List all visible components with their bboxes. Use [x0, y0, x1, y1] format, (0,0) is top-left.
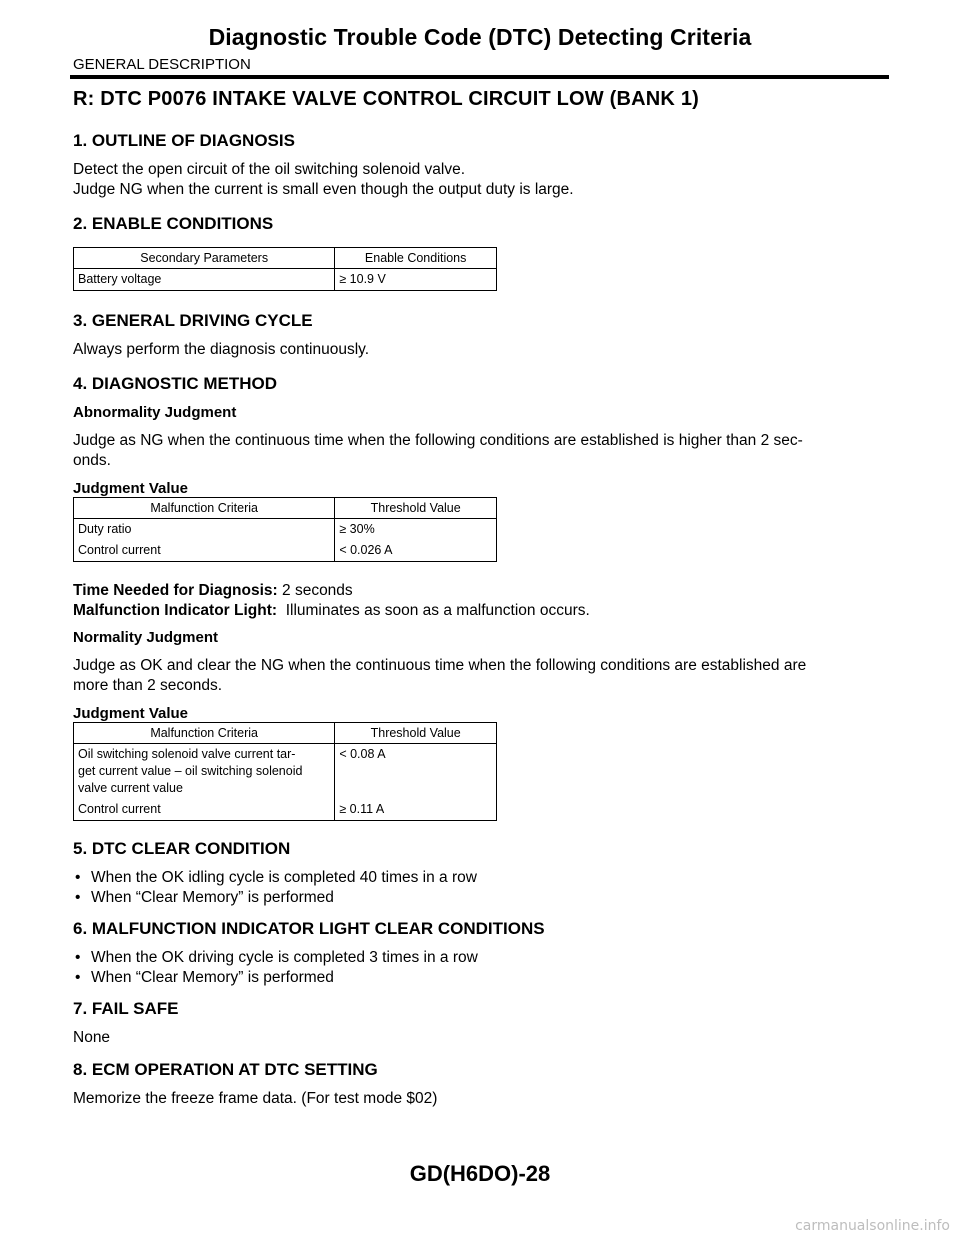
table-cell: < 0.08 A	[335, 744, 497, 800]
table-header: Threshold Value	[335, 723, 497, 744]
table-cell: ≥ 10.9 V	[335, 269, 497, 291]
cell-line: Oil switching solenoid valve current tar-	[78, 747, 296, 761]
table-cell: Control current	[74, 540, 335, 562]
mil-value: Illuminates as soon as a malfunction occurs.	[285, 602, 590, 619]
table-cell: Duty ratio	[74, 519, 335, 541]
table-header: Threshold Value	[335, 498, 497, 519]
mil-label: Malfunction Indicator Light:	[73, 602, 278, 619]
ecm-operation-text: Memorize the freeze frame data. (For test mode $02)	[73, 1090, 438, 1107]
time-needed-line	[73, 581, 888, 601]
abnormality-text-line-1: Judge as NG when the continuous time when the following conditions are established is higher than 2 sec-	[73, 432, 803, 449]
page-subtitle: GENERAL DESCRIPTION	[73, 56, 251, 73]
judgment-value-label: Judgment Value	[73, 480, 189, 497]
normality-text-line-2: more than 2 seconds.	[73, 677, 223, 694]
table-cell: ≥ 0.11 A	[335, 799, 497, 821]
abnormality-text-line-2: onds.	[73, 452, 111, 469]
fail-safe-text: None	[73, 1029, 111, 1046]
table-cell	[74, 744, 335, 800]
abnormality-judgment-table	[73, 497, 497, 562]
cell-line: get current value – oil switching solenoid	[78, 764, 303, 778]
driving-cycle-heading: 3. GENERAL DRIVING CYCLE	[73, 311, 313, 330]
page-title: Diagnostic Trouble Code (DTC) Detecting Criteria	[208, 24, 752, 50]
cell-line: valve current value	[78, 781, 183, 795]
table-header: Secondary Parameters	[74, 248, 335, 269]
document-body	[73, 88, 888, 1117]
mil-clear-list	[73, 948, 888, 988]
normality-judgment-table	[73, 722, 497, 821]
list-item: • When “Clear Memory” is performed	[73, 888, 888, 908]
table-cell: Battery voltage	[74, 269, 335, 291]
abnormality-judgment-heading: Abnormality Judgment	[73, 404, 237, 421]
section-title: R: DTC P0076 INTAKE VALVE CONTROL CIRCUIT LOW (BANK 1)	[73, 88, 700, 110]
list-item: • When the OK driving cycle is completed 3 times in a row	[73, 948, 888, 968]
list-item: • When the OK idling cycle is completed 40 times in a row	[73, 868, 888, 888]
diagnostic-method-heading: 4. DIAGNOSTIC METHOD	[73, 374, 278, 393]
enable-conditions-heading: 2. ENABLE CONDITIONS	[73, 214, 274, 233]
table-cell: ≥ 30%	[335, 519, 497, 541]
list-item: • When “Clear Memory” is performed	[73, 968, 888, 988]
watermark: carmanualsonline.info	[795, 1218, 950, 1234]
time-needed-label: Time Needed for Diagnosis:	[73, 582, 278, 599]
mil-line	[73, 601, 888, 621]
outline-heading: 1. OUTLINE OF DIAGNOSIS	[73, 131, 295, 150]
time-needed-value: 2 seconds	[282, 582, 353, 599]
table-cell: < 0.026 A	[335, 540, 497, 562]
driving-cycle-text: Always perform the diagnosis continuously.	[73, 341, 370, 358]
norm-judgment-value-label: Judgment Value	[73, 705, 189, 722]
ecm-operation-heading: 8. ECM OPERATION AT DTC SETTING	[73, 1060, 378, 1079]
dtc-clear-list	[73, 868, 888, 908]
normality-judgment-heading: Normality Judgment	[73, 629, 219, 646]
fail-safe-heading: 7. FAIL SAFE	[73, 999, 179, 1018]
table-cell: Control current	[74, 799, 335, 821]
table-header: Malfunction Criteria	[74, 723, 335, 744]
table-header: Malfunction Criteria	[74, 498, 335, 519]
enable-conditions-table	[73, 247, 497, 291]
header-divider	[70, 75, 889, 79]
table-header: Enable Conditions	[335, 248, 497, 269]
normality-text-line-1: Judge as OK and clear the NG when the continuous time when the following conditions are established are	[73, 657, 807, 674]
outline-line-1: Detect the open circuit of the oil switching solenoid valve.	[73, 161, 466, 178]
dtc-clear-heading: 5. DTC CLEAR CONDITION	[73, 839, 291, 858]
outline-line-2: Judge NG when the current is small even though the output duty is large.	[73, 181, 574, 198]
page-code: GD(H6DO)-28	[409, 1161, 551, 1186]
mil-clear-heading: 6. MALFUNCTION INDICATOR LIGHT CLEAR CONDITIONS	[73, 919, 545, 938]
